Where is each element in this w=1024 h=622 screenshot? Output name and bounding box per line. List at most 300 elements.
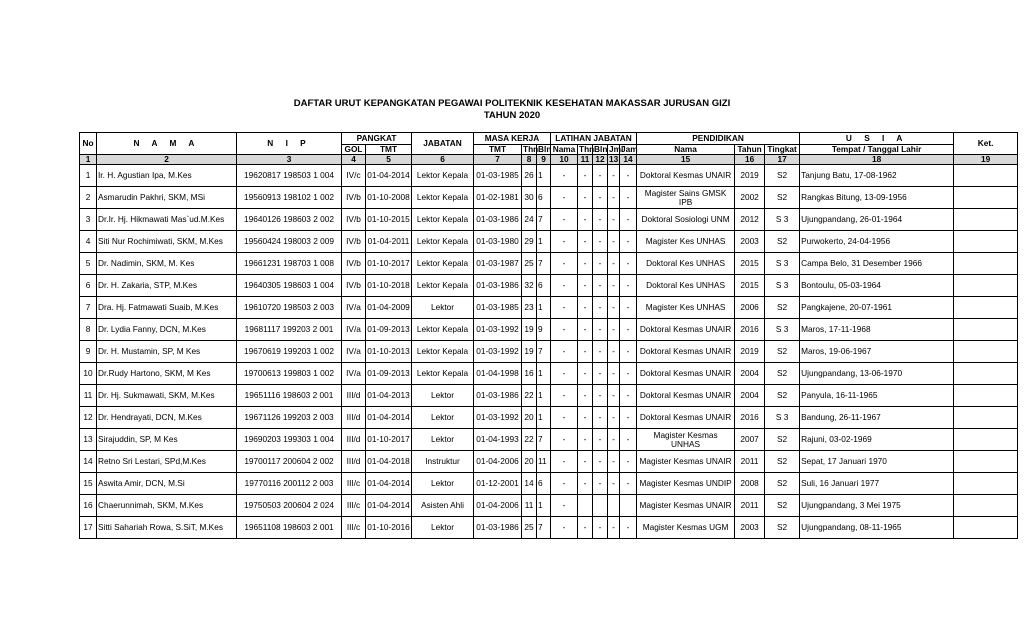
cell-nama: Dr. H. Zakaria, STP, M.Kes — [97, 275, 237, 297]
cell-ket — [954, 517, 1018, 539]
cell-thn: 20 — [522, 451, 537, 473]
cell-no: 15 — [80, 473, 97, 495]
cell-l4: - — [608, 209, 620, 231]
cell-ttl: Ujungpandang, 08-11-1965 — [800, 517, 954, 539]
cell-mk-tmt: 01-03-1986 — [474, 517, 522, 539]
cell-ttl: Maros, 19-06-1967 — [800, 341, 954, 363]
cell-jabatan: Lektor — [412, 407, 474, 429]
cell-l3: - — [593, 253, 608, 275]
cell-tingkat: S2 — [765, 363, 800, 385]
document-subtitle-year: TAHUN 2020 — [483, 110, 541, 121]
cell-tingkat: S2 — [765, 495, 800, 517]
cell-gol: IV/b — [342, 275, 366, 297]
cell-bln: 6 — [537, 187, 551, 209]
cell-no: 11 — [80, 385, 97, 407]
header-mk-tmt: TMT — [474, 145, 522, 155]
cell-thn: 20 — [522, 407, 537, 429]
cell-l5: - — [620, 451, 637, 473]
cell-thn: 19 — [522, 341, 537, 363]
cell-mk-tmt: 01-03-1986 — [474, 275, 522, 297]
cell-jabatan: Lektor — [412, 473, 474, 495]
cell-jabatan: Lektor Kepala — [412, 319, 474, 341]
cell-bln: 7 — [537, 517, 551, 539]
cell-thn: 22 — [522, 429, 537, 451]
cell-l1: - — [551, 363, 578, 385]
table-row — [80, 385, 1018, 407]
cell-nip: 19661231 198703 1 008 — [237, 253, 342, 275]
cell-tahun: 2006 — [735, 297, 765, 319]
cell-thn: 30 — [522, 187, 537, 209]
table-row — [80, 517, 1018, 539]
cell-l3: - — [593, 297, 608, 319]
cell-l2: - — [578, 187, 593, 209]
cell-nip: 19671126 199203 2 003 — [237, 407, 342, 429]
cell-l3: - — [593, 187, 608, 209]
cell-nama: Dr. H. Mustamin, SP, M Kes — [97, 341, 237, 363]
cell-bln: 6 — [537, 275, 551, 297]
column-number-row — [80, 155, 1018, 165]
cell-nip: 19770116 200112 2 003 — [237, 473, 342, 495]
cell-l5: - — [620, 341, 637, 363]
cell-tahun: 2003 — [735, 517, 765, 539]
cell-bln: 1 — [537, 385, 551, 407]
header-lj-jml: Jml — [609, 144, 624, 155]
cell-tmt: 01-04-2014 — [366, 407, 412, 429]
cell-mk-tmt: 01-03-1992 — [474, 319, 522, 341]
cell-l1: - — [551, 429, 578, 451]
header-pd-tahun: Tahun — [735, 145, 765, 155]
cell-no: 1 — [80, 165, 97, 187]
cell-l5: - — [620, 473, 637, 495]
cell-nama: Dra. Hj. Fatmawati Suaib, M.Kes — [97, 297, 237, 319]
column-number: 7 — [474, 155, 522, 165]
cell-tmt: 01-10-2016 — [366, 517, 412, 539]
table-row — [80, 319, 1018, 341]
cell-tmt: 01-10-2015 — [366, 209, 412, 231]
cell-nip: 19620817 198503 1 004 — [237, 165, 342, 187]
cell-jabatan: Lektor Kepala — [412, 231, 474, 253]
cell-l3: - — [593, 451, 608, 473]
cell-no: 13 — [80, 429, 97, 451]
cell-thn: 32 — [522, 275, 537, 297]
cell-l1: - — [551, 385, 578, 407]
header-gol: GOL — [342, 145, 366, 155]
cell-l5: - — [620, 297, 637, 319]
column-number: 16 — [735, 155, 765, 165]
header-nip: N I P — [237, 133, 342, 155]
table-row — [80, 451, 1018, 473]
cell-tmt: 01-10-2013 — [366, 341, 412, 363]
cell-l3: - — [593, 473, 608, 495]
cell-l1: - — [551, 165, 578, 187]
header-pangkat: PANGKAT — [342, 133, 412, 145]
cell-ttl: Rajuni, 03-02-1969 — [800, 429, 954, 451]
cell-bln: 9 — [537, 319, 551, 341]
cell-gol: III/d — [342, 429, 366, 451]
cell-jabatan: Lektor Kepala — [412, 363, 474, 385]
cell-mk-tmt: 01-03-1987 — [474, 253, 522, 275]
cell-thn: 24 — [522, 209, 537, 231]
cell-nama: Dr. Lydia Fanny, DCN, M.Kes — [97, 319, 237, 341]
cell-gol: III/d — [342, 385, 366, 407]
cell-ket — [954, 319, 1018, 341]
cell-bln: 1 — [537, 165, 551, 187]
cell-l2: - — [578, 385, 593, 407]
column-number: 4 — [342, 155, 366, 165]
cell-no: 10 — [80, 363, 97, 385]
cell-jabatan: Lektor Kepala — [412, 275, 474, 297]
cell-pend: Doktoral Kes UNHAS — [637, 275, 735, 297]
cell-gol: IV/a — [342, 297, 366, 319]
cell-l1: - — [551, 341, 578, 363]
header-pd-tingkat: Tingkat — [765, 145, 800, 155]
cell-tmt: 01-09-2013 — [366, 319, 412, 341]
cell-l2: - — [578, 319, 593, 341]
column-number: 13 — [609, 154, 619, 165]
header-lj-nama: Nama — [551, 145, 578, 155]
cell-gol: IV/a — [342, 319, 366, 341]
cell-pend: Magister Kesmas UNAIR — [637, 451, 735, 473]
cell-bln: 7 — [537, 209, 551, 231]
cell-bln: 1 — [537, 297, 551, 319]
cell-nip: 19700117 200604 2 002 — [237, 451, 342, 473]
table-row — [80, 407, 1018, 429]
cell-nip: 19690203 199303 1 004 — [237, 429, 342, 451]
cell-no: 7 — [80, 297, 97, 319]
cell-pend: Magister Kesmas UNAIR — [637, 495, 735, 517]
cell-mk-tmt: 01-03-1985 — [474, 165, 522, 187]
cell-l5 — [620, 495, 637, 517]
column-number: 19 — [954, 155, 1018, 165]
cell-l1: - — [551, 451, 578, 473]
cell-l4 — [608, 495, 620, 517]
cell-jabatan: Lektor — [412, 385, 474, 407]
cell-mk-tmt: 01-02-1981 — [474, 187, 522, 209]
cell-bln: 7 — [537, 253, 551, 275]
cell-l2: - — [578, 429, 593, 451]
cell-no: 8 — [80, 319, 97, 341]
cell-thn: 23 — [522, 297, 537, 319]
cell-nip: 19670619 199203 1 002 — [237, 341, 342, 363]
cell-bln: 6 — [537, 473, 551, 495]
cell-nama: Dr. Hj. Sukmawati, SKM, M.Kes — [97, 385, 237, 407]
cell-ket — [954, 385, 1018, 407]
cell-tingkat: S2 — [765, 231, 800, 253]
cell-no: 9 — [80, 341, 97, 363]
cell-tahun: 2011 — [735, 495, 765, 517]
cell-pend: Magister Kes UNHAS — [637, 297, 735, 319]
cell-tahun: 2011 — [735, 451, 765, 473]
header-usia: U S I A — [800, 133, 954, 145]
cell-l3: - — [593, 363, 608, 385]
cell-l3: - — [593, 165, 608, 187]
cell-pend: Doktoral Kesmas UNAIR — [637, 165, 735, 187]
cell-tahun: 2004 — [735, 385, 765, 407]
header-lj-thn: Thn — [579, 144, 595, 155]
cell-no: 4 — [80, 231, 97, 253]
cell-ttl: Campa Belo, 31 Desember 1966 — [800, 253, 954, 275]
cell-jabatan: Lektor Kepala — [412, 165, 474, 187]
cell-ket — [954, 473, 1018, 495]
column-number: 18 — [800, 155, 954, 165]
cell-jabatan: Asisten Ahli — [412, 495, 474, 517]
cell-l4: - — [608, 407, 620, 429]
cell-mk-tmt: 01-04-2006 — [474, 451, 522, 473]
cell-l4: - — [608, 363, 620, 385]
cell-l2: - — [578, 253, 593, 275]
table-body — [80, 165, 1018, 539]
header-tempat-tgl: Tempat / Tanggal Lahir — [800, 145, 954, 155]
cell-mk-tmt: 01-04-1998 — [474, 363, 522, 385]
cell-tingkat: S 3 — [765, 319, 800, 341]
header-nama: N A M A — [97, 133, 237, 155]
cell-l3: - — [593, 209, 608, 231]
cell-thn: 26 — [522, 165, 537, 187]
cell-pend: Magister Kesmas UNDIP — [637, 473, 735, 495]
table-row — [80, 363, 1018, 385]
cell-jabatan: Lektor Kepala — [412, 187, 474, 209]
cell-nama: Dr. Nadimin, SKM, M. Kes — [97, 253, 237, 275]
cell-ttl: Rangkas Bitung, 13-09-1956 — [800, 187, 954, 209]
cell-no: 6 — [80, 275, 97, 297]
cell-tahun: 2016 — [735, 319, 765, 341]
cell-tahun: 2008 — [735, 473, 765, 495]
cell-nip: 19560913 198102 1 002 — [237, 187, 342, 209]
cell-l3: - — [593, 319, 608, 341]
cell-l5: - — [620, 165, 637, 187]
cell-bln: 1 — [537, 231, 551, 253]
personnel-rank-table — [79, 132, 1018, 539]
cell-l1: - — [551, 517, 578, 539]
cell-l1: - — [551, 275, 578, 297]
cell-mk-tmt: 01-03-1985 — [474, 297, 522, 319]
cell-l3: - — [593, 275, 608, 297]
cell-tingkat: S2 — [765, 297, 800, 319]
cell-nama: Asmarudin Pakhri, SKM, MSi — [97, 187, 237, 209]
cell-l5: - — [620, 363, 637, 385]
cell-nip: 19640305 198603 1 004 — [237, 275, 342, 297]
cell-ttl: Purwokerto, 24-04-1956 — [800, 231, 954, 253]
cell-nip: 19560424 198003 2 009 — [237, 231, 342, 253]
cell-l4: - — [608, 231, 620, 253]
column-number: 8 — [522, 155, 537, 165]
cell-ket — [954, 429, 1018, 451]
cell-tahun: 2019 — [735, 341, 765, 363]
cell-tingkat: S2 — [765, 165, 800, 187]
cell-mk-tmt: 01-03-1992 — [474, 341, 522, 363]
cell-l2 — [578, 495, 593, 517]
cell-gol: III/d — [342, 407, 366, 429]
cell-l5: - — [620, 407, 637, 429]
cell-mk-tmt: 01-03-1986 — [474, 385, 522, 407]
cell-nama: Sirajuddin, SP, M Kes — [97, 429, 237, 451]
cell-tingkat: S 3 — [765, 407, 800, 429]
cell-gol: IV/c — [342, 165, 366, 187]
cell-nama: Dr. Hendrayati, DCN, M.Kes — [97, 407, 237, 429]
cell-pend: Magister Kesmas UNHAS — [637, 429, 735, 451]
cell-nama: Sitti Sahariah Rowa, S.SiT, M.Kes — [97, 517, 237, 539]
cell-l4: - — [608, 187, 620, 209]
cell-l1: - — [551, 253, 578, 275]
cell-thn: 25 — [522, 517, 537, 539]
cell-l2: - — [578, 165, 593, 187]
cell-l5: - — [620, 209, 637, 231]
cell-l1: - — [551, 209, 578, 231]
cell-l4: - — [608, 473, 620, 495]
header-lj-bln: Bln — [594, 144, 608, 155]
table-row — [80, 495, 1018, 517]
cell-l5: - — [620, 385, 637, 407]
cell-pend: Magister Sains GMSK IPB — [637, 187, 735, 209]
cell-l2: - — [578, 341, 593, 363]
cell-tingkat: S2 — [765, 187, 800, 209]
cell-thn: 11 — [522, 495, 537, 517]
cell-thn: 25 — [522, 253, 537, 275]
cell-l4: - — [608, 385, 620, 407]
cell-nama: Ir. H. Agustian Ipa, M.Kes — [97, 165, 237, 187]
column-number: 14 — [620, 155, 637, 165]
cell-tahun: 2007 — [735, 429, 765, 451]
cell-ttl: Sepat, 17 Januari 1970 — [800, 451, 954, 473]
cell-nip: 19681117 199203 2 001 — [237, 319, 342, 341]
cell-no: 3 — [80, 209, 97, 231]
cell-nip: 19610720 198503 2 003 — [237, 297, 342, 319]
cell-ket — [954, 253, 1018, 275]
cell-pend: Doktoral Sosiologi UNM — [637, 209, 735, 231]
cell-mk-tmt: 01-04-2006 — [474, 495, 522, 517]
column-number: 15 — [637, 155, 735, 165]
table-row — [80, 429, 1018, 451]
cell-l5: - — [620, 517, 637, 539]
cell-thn: 19 — [522, 319, 537, 341]
cell-pend: Doktoral Kesmas UNAIR — [637, 407, 735, 429]
cell-tingkat: S2 — [765, 385, 800, 407]
cell-tmt: 01-10-2017 — [366, 253, 412, 275]
cell-mk-tmt: 01-03-1980 — [474, 231, 522, 253]
cell-l2: - — [578, 407, 593, 429]
cell-l5: - — [620, 319, 637, 341]
cell-tingkat: S2 — [765, 429, 800, 451]
cell-l2: - — [578, 231, 593, 253]
cell-jabatan: Lektor — [412, 297, 474, 319]
cell-nama: Retno Sri Lestari, SPd,M.Kes — [97, 451, 237, 473]
cell-l1: - — [551, 297, 578, 319]
cell-mk-tmt: 01-04-1993 — [474, 429, 522, 451]
header-bln: Bln — [538, 144, 552, 155]
cell-ttl: Panyula, 16-11-1965 — [800, 385, 954, 407]
cell-no: 2 — [80, 187, 97, 209]
cell-gol: III/c — [342, 473, 366, 495]
cell-l5: - — [620, 231, 637, 253]
cell-nama: Aswita Amir, DCN, M.Si — [97, 473, 237, 495]
cell-pend: Doktoral Kesmas UNAIR — [637, 319, 735, 341]
header-pendidikan: PENDIDIKAN — [637, 133, 800, 145]
cell-bln: 1 — [537, 363, 551, 385]
cell-tmt: 01-04-2009 — [366, 297, 412, 319]
cell-gol: IV/a — [342, 341, 366, 363]
cell-gol: IV/b — [342, 187, 366, 209]
cell-ket — [954, 165, 1018, 187]
cell-jabatan: Lektor — [412, 429, 474, 451]
cell-l3: - — [593, 517, 608, 539]
cell-ttl: Suli, 16 Januari 1977 — [800, 473, 954, 495]
cell-nip: 19651108 198603 2 001 — [237, 517, 342, 539]
cell-bln: 1 — [537, 407, 551, 429]
table-row — [80, 341, 1018, 363]
cell-mk-tmt: 01-03-1986 — [474, 209, 522, 231]
cell-tahun: 2002 — [735, 187, 765, 209]
cell-gol: III/c — [342, 495, 366, 517]
cell-thn: 22 — [522, 385, 537, 407]
cell-thn: 29 — [522, 231, 537, 253]
cell-gol: IV/b — [342, 253, 366, 275]
cell-jabatan: Lektor Kepala — [412, 253, 474, 275]
cell-no: 5 — [80, 253, 97, 275]
cell-mk-tmt: 01-12-2001 — [474, 473, 522, 495]
cell-ket — [954, 187, 1018, 209]
cell-ket — [954, 231, 1018, 253]
cell-l3 — [593, 495, 608, 517]
cell-ket — [954, 209, 1018, 231]
table-row — [80, 231, 1018, 253]
cell-tmt: 01-04-2011 — [366, 231, 412, 253]
cell-ket — [954, 451, 1018, 473]
table-row — [80, 275, 1018, 297]
cell-ket — [954, 407, 1018, 429]
table-row — [80, 473, 1018, 495]
cell-no: 16 — [80, 495, 97, 517]
cell-l2: - — [578, 363, 593, 385]
cell-tingkat: S2 — [765, 517, 800, 539]
cell-nip: 19640126 198603 2 002 — [237, 209, 342, 231]
cell-mk-tmt: 01-03-1992 — [474, 407, 522, 429]
table-row — [80, 187, 1018, 209]
header-pd-nama: Nama — [637, 145, 735, 155]
cell-tmt: 01-10-2008 — [366, 187, 412, 209]
cell-ket — [954, 363, 1018, 385]
column-number: 17 — [765, 155, 800, 165]
cell-ttl: Ujungpandang, 13-06-1970 — [800, 363, 954, 385]
cell-tingkat: S2 — [765, 451, 800, 473]
header-latihan-jabatan: LATIHAN JABATAN — [551, 133, 637, 145]
cell-l5: - — [620, 253, 637, 275]
cell-bln: 1 — [537, 495, 551, 517]
cell-ket — [954, 275, 1018, 297]
cell-tingkat: S 3 — [765, 275, 800, 297]
header-thn: Thn — [523, 144, 539, 155]
cell-l1: - — [551, 187, 578, 209]
cell-l3: - — [593, 407, 608, 429]
cell-l3: - — [593, 231, 608, 253]
header-lj-jam: Jam — [621, 144, 638, 155]
cell-nama: Dr.Rudy Hartono, SKM, M Kes — [97, 363, 237, 385]
cell-l5: - — [620, 187, 637, 209]
cell-tahun: 2003 — [735, 231, 765, 253]
cell-l5: - — [620, 429, 637, 451]
cell-pend: Doktoral Kes UNHAS — [637, 253, 735, 275]
cell-ttl: Tanjung Batu, 17-08-1962 — [800, 165, 954, 187]
cell-l4: - — [608, 275, 620, 297]
cell-thn: 16 — [522, 363, 537, 385]
cell-nama: Siti Nur Rochimiwati, SKM, M.Kes — [97, 231, 237, 253]
document-title: DAFTAR URUT KEPANGKATAN PEGAWAI POLITEKNIK KESEHATAN MAKASSAR JURUSAN GIZI — [293, 98, 731, 109]
cell-ket — [954, 341, 1018, 363]
cell-ket — [954, 297, 1018, 319]
cell-pend: Doktoral Kesmas UNAIR — [637, 385, 735, 407]
column-number: 3 — [237, 155, 342, 165]
cell-tmt: 01-04-2018 — [366, 451, 412, 473]
cell-l4: - — [608, 341, 620, 363]
